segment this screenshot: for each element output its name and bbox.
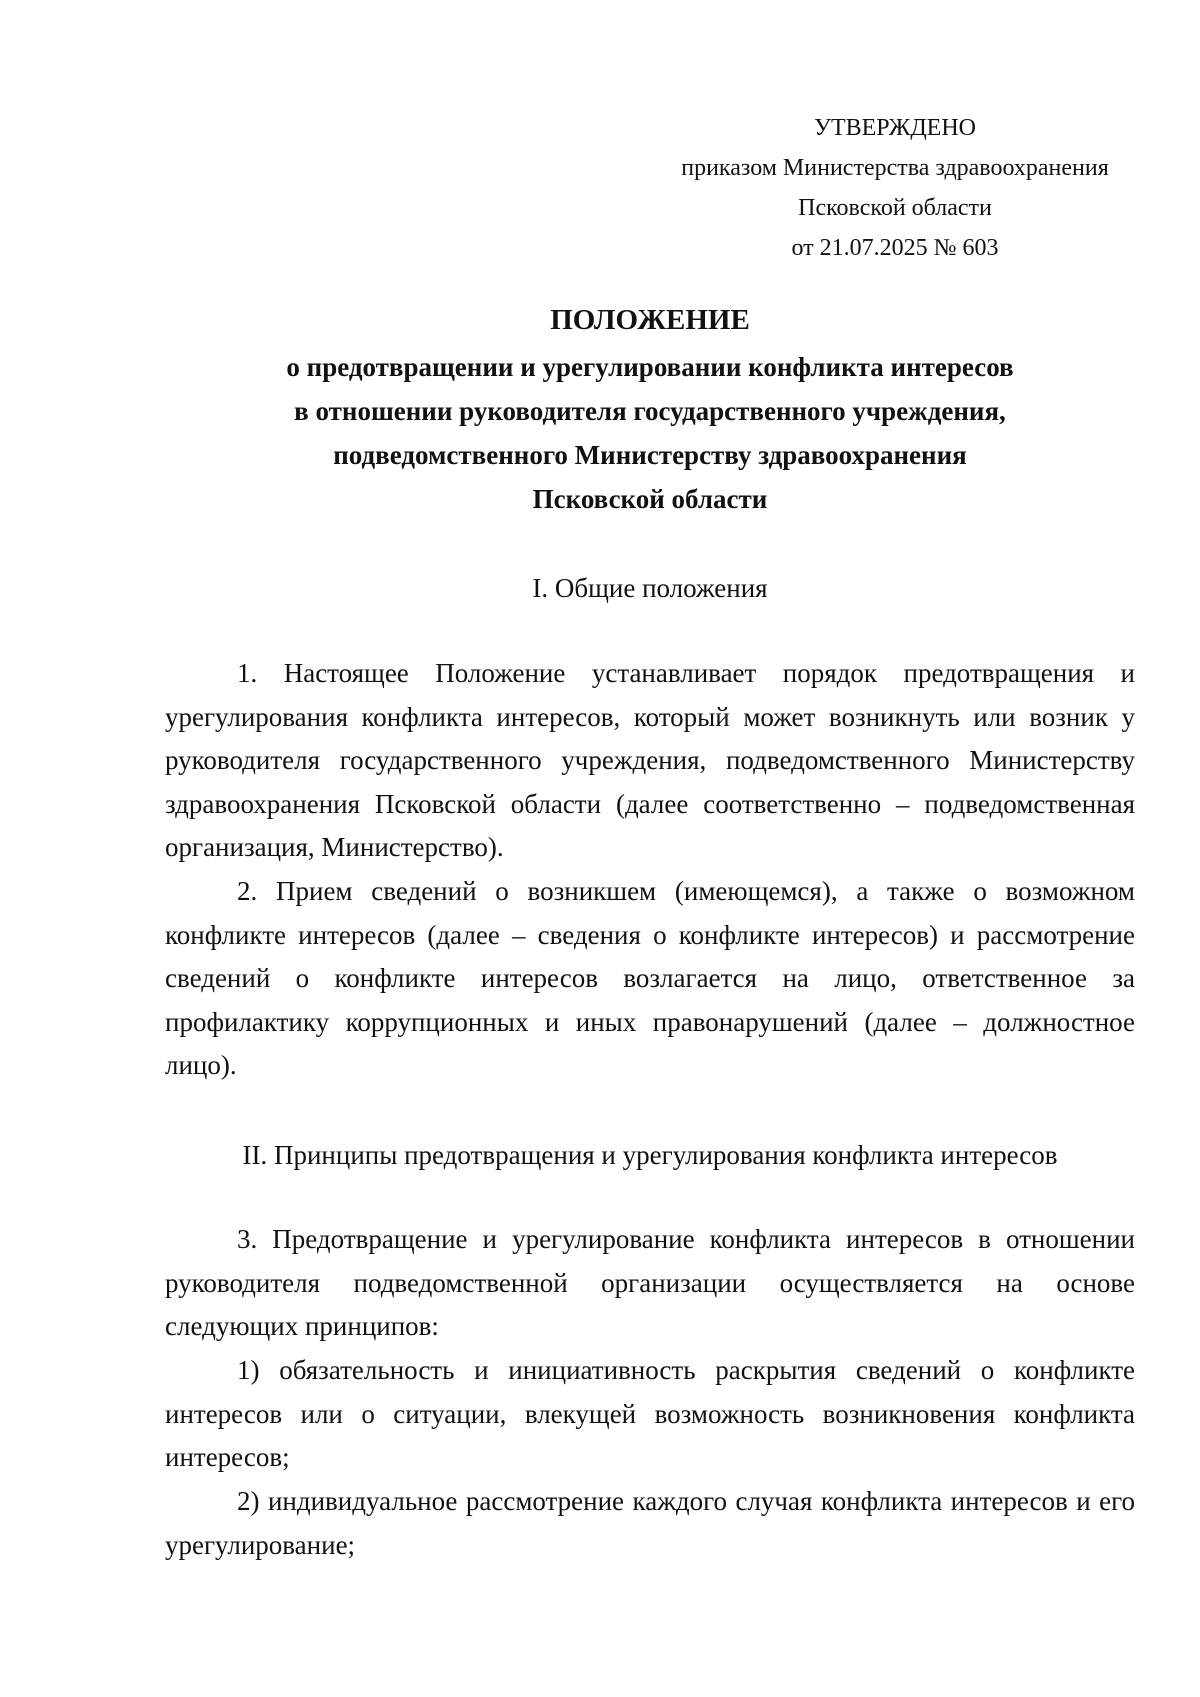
approval-line-region: Псковской области — [798, 195, 992, 221]
title-line-1: о предотвращении и урегулировании конфликта интересов — [286, 352, 1014, 382]
title-line-2: в отношении руководителя государственного учреждения, — [294, 396, 1006, 426]
paragraph-2: 2. Прием сведений о возникшем (имеющемся), а также о возможном конфликте интересов (далее – сведения о конфликте интересов) и рассмотрение сведений о конфликте интересов возлагается на лицо, ответственное за профилактику коррупционных и иных правонарушений (далее – должностное лицо). — [165, 876, 1135, 1080]
title-line-3: подведомственного Министерству здравоохранения — [333, 440, 967, 470]
section-heading-principles: II. Принципы предотвращения и урегулирования конфликта интересов — [242, 1140, 1058, 1170]
approval-stamp — [665, 108, 1125, 268]
document-title — [160, 298, 1140, 521]
principle-item-1: 1) обязательность и инициативность раскрытия сведений о конфликте интересов или о ситуации, влекущей возможность возникновения конфликта интересов; — [165, 1355, 1135, 1472]
approval-line-order: приказом Министерства здравоохранения — [681, 155, 1109, 181]
approval-line-approved: УТВЕРЖДЕНО — [813, 115, 977, 141]
title-main: ПОЛОЖЕНИЕ — [550, 304, 750, 336]
title-line-4: Псковской области — [532, 484, 768, 514]
approval-line-date-number: от 21.07.2025 № 603 — [791, 235, 999, 261]
principle-item-2: 2) индивидуальное рассмотрение каждого случая конфликта интересов и его урегулирование; — [165, 1486, 1135, 1560]
section-heading-general: I. Общие положения — [532, 573, 768, 603]
paragraph-1: 1. Настоящее Положение устанавливает порядок предотвращения и урегулирования конфликта интересов, который может возникнуть или возник у руководителя государственного учреждения, подведомственного Министерству здравоохранения Псковской области (далее соответственно – подведомственная организация, Министерство). — [165, 658, 1135, 862]
paragraph-3: 3. Предотвращение и урегулирование конфликта интересов в отношении руководителя подведомственной организации осуществляется на основе следующих принципов: — [165, 1224, 1135, 1341]
